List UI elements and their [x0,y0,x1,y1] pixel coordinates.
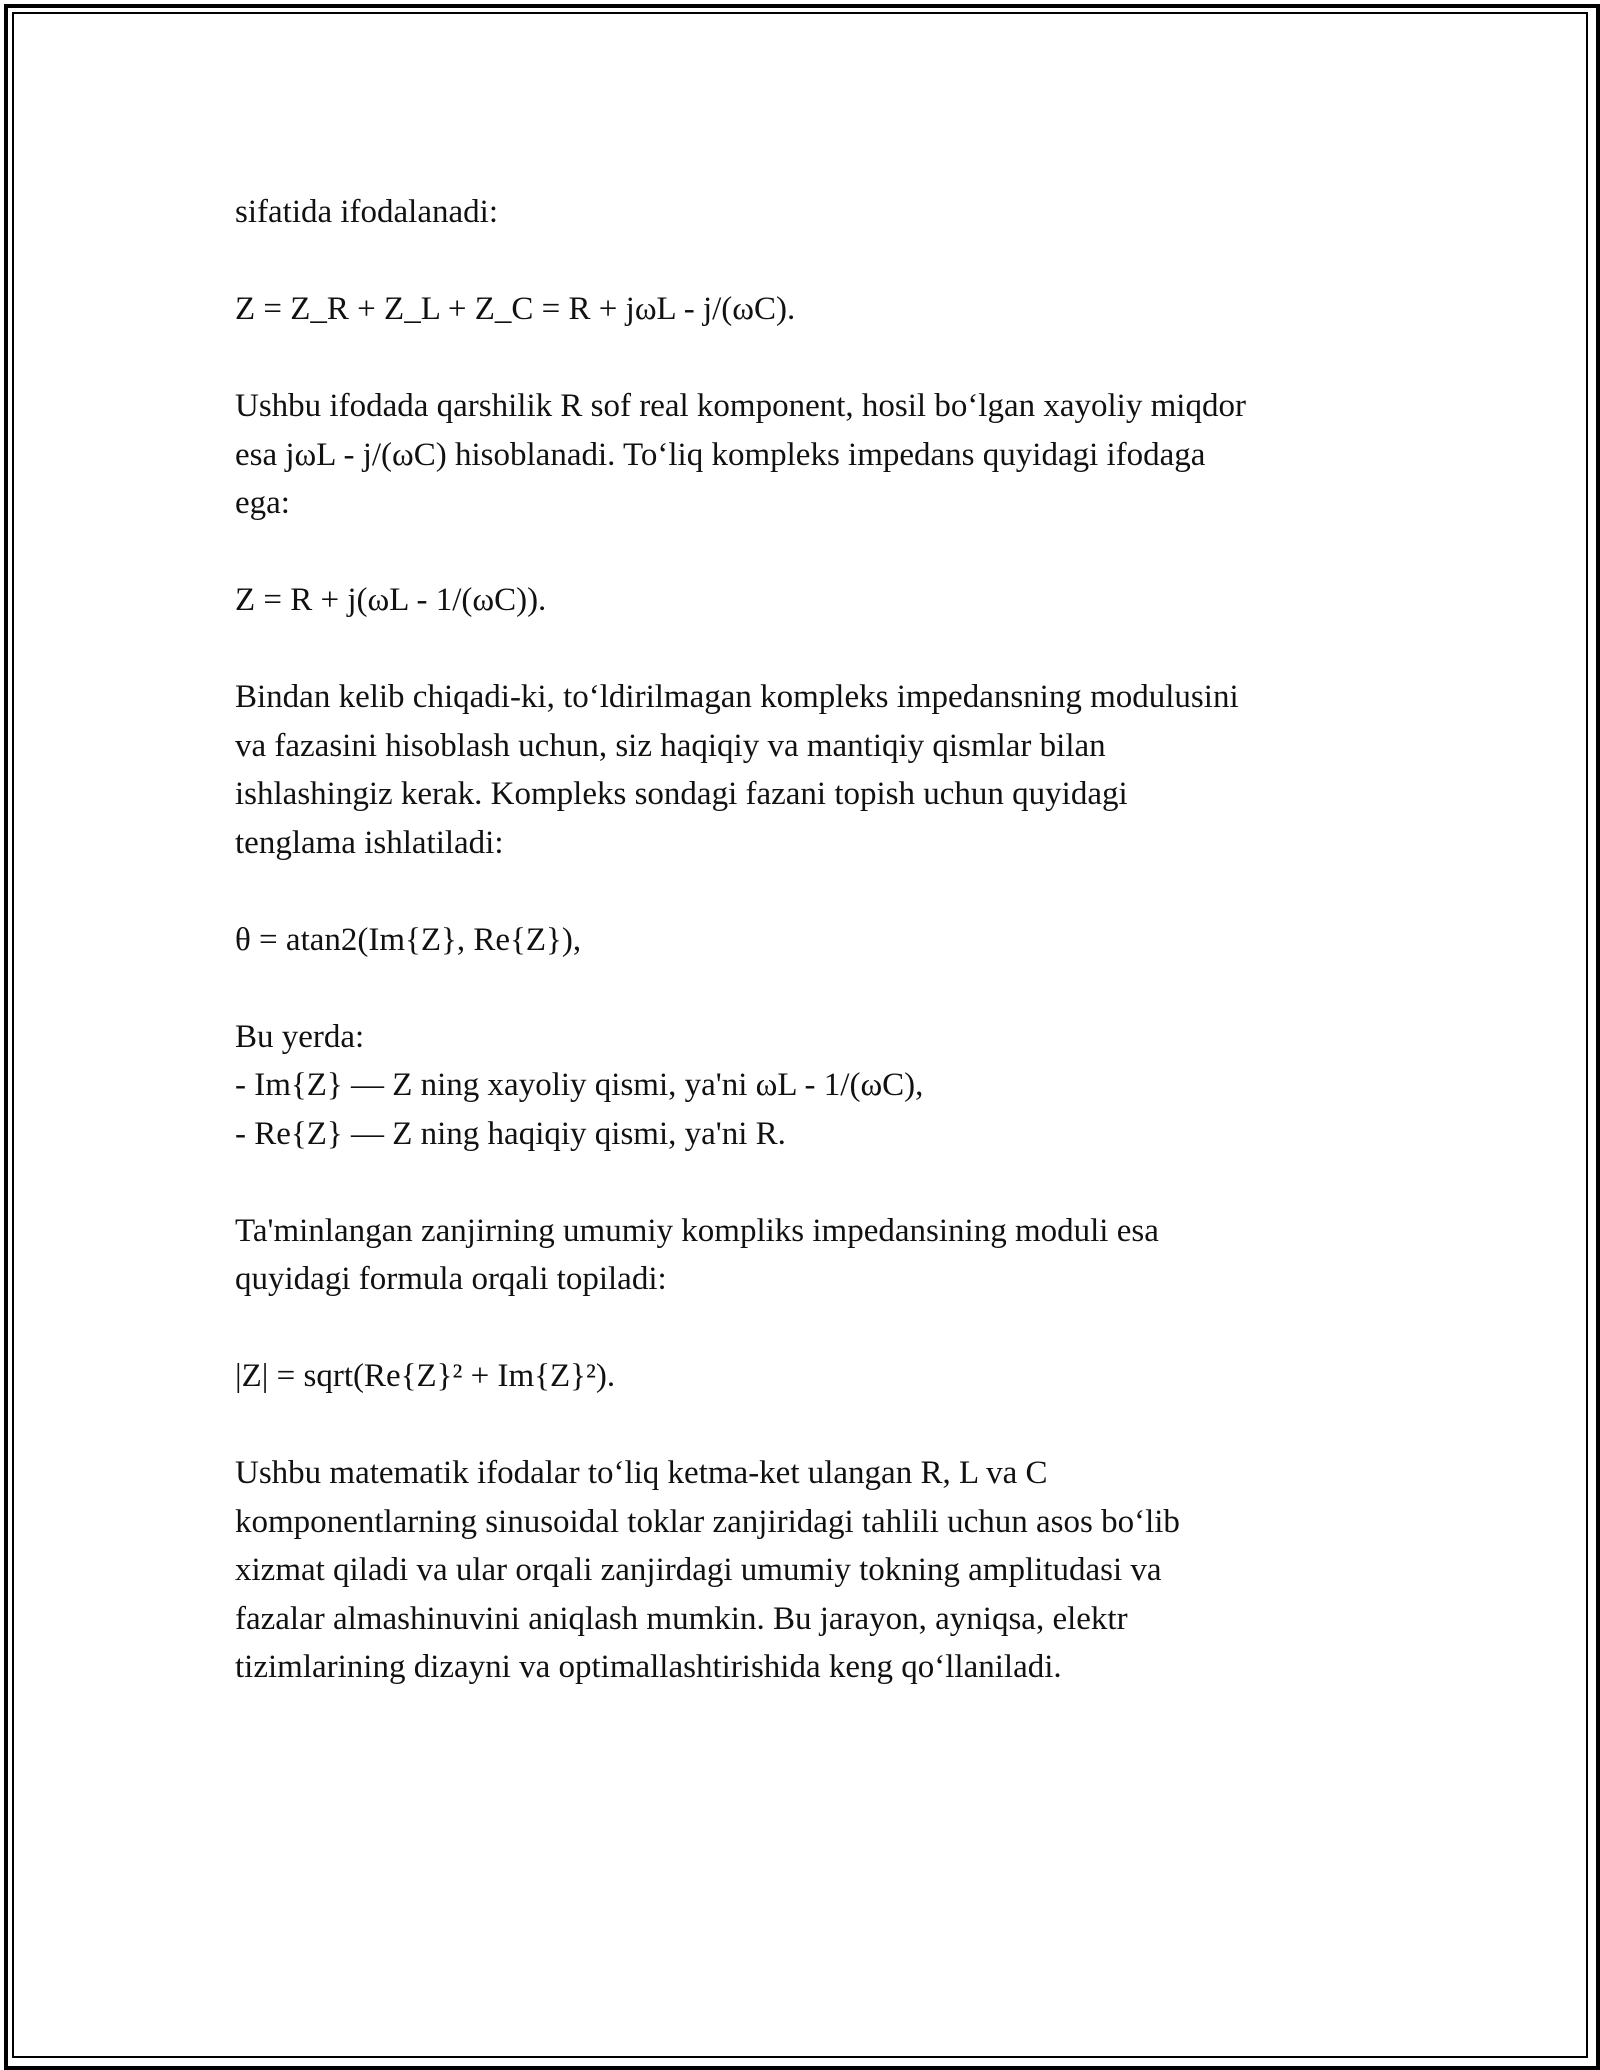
paragraph-phase-intro [235,673,1375,867]
list-item: - Im{Z} — Z ning xayoliy qismi, ya'ni ωL - 1/(ωC), [235,1067,924,1103]
text-line: komponentlarning sinusoidal toklar zanjiridagi tahlili uchun asos bo‘lib [235,1503,1180,1540]
equation-phase [235,916,1375,965]
equation-line: Z = Z_R + Z_L + Z_C = R + jωL - j/(ωC). [235,291,796,327]
text-line: Ta'minlangan zanjirning umumiy kompliks impedansining moduli esa [235,1212,1159,1249]
paragraph-modulus-intro [235,1207,1375,1304]
text-line: Bindan kelib chiqadi-ki, to‘ldirilmagan kompleks impedansning modulusini [235,679,1239,715]
text-line: esa jωL - j/(ωC) hisoblanadi. To‘liq kompleks impedans quyidagi ifodaga [235,436,1206,473]
text-line: ega: [235,485,290,521]
equation-line: θ = atan2(Im{Z}, Re{Z}), [235,921,582,958]
text-line: Ushbu ifodada qarshilik R sof real komponent, hosil bo‘lgan xayoliy miqdor [235,388,1246,424]
text-line: va fazasini hisoblash uchun, siz haqiqiy va mantiqiy qismlar bilan [235,727,1106,764]
text-line: fazalar almashinuvini aniqlash mumkin. Bu jarayon, ayniqsa, elektr [235,1600,1128,1637]
list-item: - Re{Z} — Z ning haqiqiy qismi, ya'ni R. [235,1115,786,1152]
text-line: Ushbu matematik ifodalar to‘liq ketma-ket ulangan R, L va C [235,1455,1048,1491]
document-body [235,188,1375,1740]
equation-line: |Z| = sqrt(Re{Z}² + Im{Z}²). [235,1358,616,1394]
text-line: quyidagi formula orqali topiladi: [235,1261,667,1297]
text-line: sifatida ifodalanadi: [235,194,498,230]
text-line: ishlashingiz kerak. Kompleks sondagi fazani topish uchun quyidagi [235,776,1128,812]
text-line: xizmat qiladi va ular orqali zanjirdagi umumiy tokning amplitudasi va [235,1552,1162,1588]
text-line: tenglama ishlatiladi: [235,824,504,861]
paragraph-components [235,382,1375,528]
text-line: Bu yerda: [235,1018,365,1055]
equation-impedance-full [235,576,1375,625]
paragraph-intro [235,188,1375,237]
text-line: tizimlarining dizayni va optimallashtirishida keng qo‘llaniladi. [235,1649,1062,1685]
equation-modulus [235,1352,1375,1401]
equation-line: Z = R + j(ωL - 1/(ωC)). [235,582,547,618]
paragraph-conclusion [235,1449,1375,1692]
equation-impedance-sum [235,285,1375,334]
paragraph-definitions [235,1013,1375,1159]
